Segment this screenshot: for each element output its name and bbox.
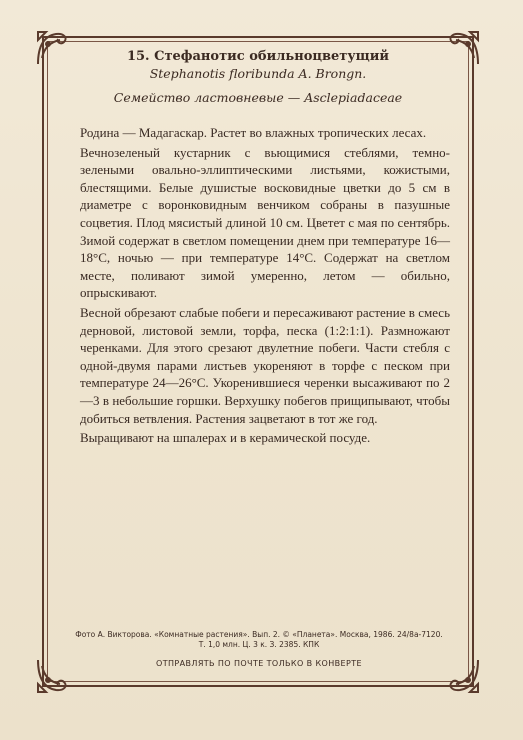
mail-instruction: ОТПРАВЛЯТЬ ПО ПОЧТЕ ТОЛЬКО В КОНВЕРТЕ bbox=[156, 659, 362, 668]
paragraph-growing: Выращивают на шпалерах и в керамической посуде. bbox=[80, 430, 371, 446]
paragraph-description: Вечнозеленый кустарник с вьющимися стеблями, темно-зелеными овально-эллиптическими листьями, кожистыми, блестящими. Белые душистые восковидные цветки до 5 см в диаметре с воронковидным венчиком собраны в пазушные соцветия. Плод мясистый длиной 10 см. Цветет с мая по сентябрь. Зимой содержат в светлом помещении днем при температуре 16—18°С, ночью — при температуре 14°С. Содержат на светлом месте, поливают зимой умеренно, летом — обильно, опрыскивают. bbox=[80, 144, 450, 301]
plant-header bbox=[60, 48, 456, 106]
paragraph-care: Весной обрезают слабые побеги и пересаживают растение в смесь дерновой, листовой земли, торфа, песка (1:2:1:1). Размножают черенками. Для этого срезают двулетние побеги. Части стебля с одной-двумя парами листьев укореняют в торфе с песком при температуре 24—26°С. Укоренившиеся черенки высаживают по 2—3 в небольшие горшки. Верхушку побегов прищипывают, чтобы добиться ветвления. Растения зацветают в тот же год. bbox=[80, 304, 450, 426]
paragraph-origin: Родина — Мадагаскар. Растет во влажных тропических лесах. bbox=[80, 125, 427, 140]
description-text bbox=[80, 124, 450, 449]
plant-family: Семейство ластовневые — Asclepiadaceae bbox=[113, 90, 403, 105]
credit-line-2: Т. 1,0 млн. Ц. 3 к. З. 2385. КПК bbox=[198, 640, 320, 649]
plant-title: 15. Стефанотис обильноцветущий bbox=[126, 49, 390, 64]
publisher-credit bbox=[58, 630, 460, 650]
latin-name: Stephanotis floribunda A. Brongn. bbox=[149, 66, 367, 81]
credit-line-1: Фото А. Викторова. «Комнатные растения». Вып. 2. © «Планета». Москва, 1986. 24/8а-7120. bbox=[75, 630, 443, 639]
